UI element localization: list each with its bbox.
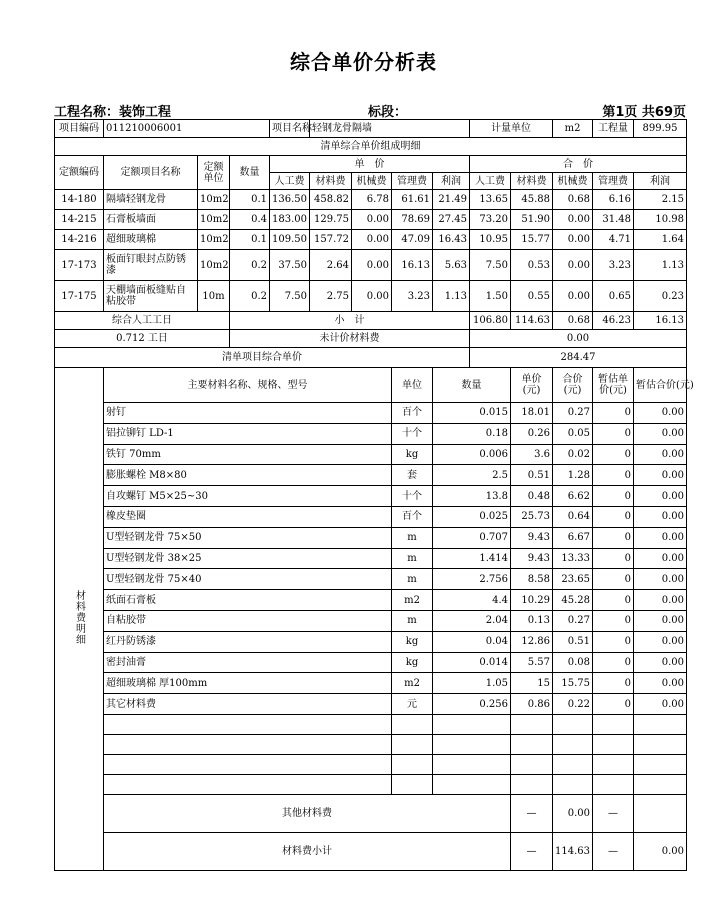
mat-col-price: 单价(元) — [511, 368, 553, 403]
total-price-value: 31.48 — [593, 210, 634, 230]
material-unit: m — [392, 548, 433, 569]
material-name: 铁钉 70mm — [104, 444, 392, 465]
other-materials-row — [55, 794, 687, 832]
materials-subtotal-total: 114.63 — [553, 832, 593, 870]
unit-price-value: 136.50 — [270, 190, 310, 210]
unit-price-value: 16.13 — [392, 250, 433, 281]
material-unit: 元 — [392, 694, 433, 715]
empty-cell — [593, 734, 634, 754]
material-est-total: 0.00 — [634, 423, 687, 444]
empty-cell — [593, 714, 634, 734]
material-price: 25.73 — [511, 506, 553, 527]
materials-header-row — [55, 368, 687, 403]
subtotal-row — [55, 312, 687, 330]
quota-unit: 10m — [198, 281, 230, 312]
material-row — [55, 652, 687, 673]
unit-label: 计量单位 — [470, 120, 553, 138]
material-est-total: 0.00 — [634, 486, 687, 507]
item-row — [55, 120, 687, 138]
material-price: 0.51 — [511, 465, 553, 486]
unit-price-value: 183.00 — [270, 210, 310, 230]
empty-cell — [392, 754, 433, 774]
empty-cell — [593, 754, 634, 774]
material-total: 0.27 — [553, 403, 593, 424]
material-row — [55, 673, 687, 694]
unit-price-value: 37.50 — [270, 250, 310, 281]
other-est-total — [634, 794, 687, 832]
material-est-total: 0.00 — [634, 548, 687, 569]
material-est-total: 0.00 — [634, 569, 687, 590]
material-unit: 百个 — [392, 403, 433, 424]
empty-cell — [553, 714, 593, 734]
total-price-value: 0.53 — [511, 250, 553, 281]
material-qty: 0.025 — [433, 506, 511, 527]
material-row — [55, 403, 687, 424]
material-est-total: 0.00 — [634, 673, 687, 694]
unit-price-value: 0.00 — [352, 210, 392, 230]
material-est-total: 0.00 — [634, 631, 687, 652]
quota-qty: 0.2 — [230, 281, 270, 312]
total-price-value: 15.77 — [511, 230, 553, 250]
material-unit: 套 — [392, 465, 433, 486]
unit-price-analysis-table — [54, 119, 694, 871]
material-total: 0.27 — [553, 610, 593, 631]
subtotal-value: 114.63 — [511, 312, 553, 330]
material-total: 23.65 — [553, 569, 593, 590]
material-price: 0.13 — [511, 610, 553, 631]
project-name: 工程名称：装饰工程 — [54, 105, 172, 120]
material-row — [55, 610, 687, 631]
material-est-total: 0.00 — [634, 403, 687, 424]
material-unit: m — [392, 527, 433, 548]
empty-cell — [553, 734, 593, 754]
material-qty: 1.414 — [433, 548, 511, 569]
total-price-value: 4.71 — [593, 230, 634, 250]
material-total: 45.28 — [553, 590, 593, 611]
material-qty: 1.05 — [433, 673, 511, 694]
material-est-price: 0 — [593, 423, 634, 444]
mat-col-name: 主要材料名称、规格、型号 — [104, 368, 392, 403]
material-est-total: 0.00 — [634, 465, 687, 486]
material-est-total: 0.00 — [634, 590, 687, 611]
material-total: 13.33 — [553, 548, 593, 569]
material-empty-row — [55, 734, 687, 754]
name-label: 项目名称 — [270, 120, 310, 138]
sub-col-header: 人工费 — [270, 173, 310, 190]
total-price-value: 0.00 — [553, 210, 593, 230]
quota-unit: 10m2 — [198, 210, 230, 230]
total-price-value: 6.16 — [593, 190, 634, 210]
empty-cell — [392, 774, 433, 794]
sub-col-header: 人工费 — [470, 173, 511, 190]
empty-cell — [104, 774, 392, 794]
material-price: 8.58 — [511, 569, 553, 590]
material-row — [55, 694, 687, 715]
quota-code: 14-180 — [55, 190, 104, 210]
quota-name: 隔墙轻钢龙骨 — [104, 190, 198, 210]
composition-title-row — [55, 138, 687, 156]
material-est-price: 0 — [593, 403, 634, 424]
unit-price-value: 284.47 — [470, 348, 687, 368]
unit-price-value: 61.61 — [392, 190, 433, 210]
composition-row — [55, 190, 687, 210]
empty-cell — [433, 774, 511, 794]
total-price-value: 10.95 — [470, 230, 511, 250]
total-price-value: 0.00 — [553, 230, 593, 250]
material-total: 1.28 — [553, 465, 593, 486]
material-name: 铝拉铆钉 LD-1 — [104, 423, 392, 444]
page-title: 综合单价分析表 — [290, 50, 437, 74]
mat-col-est-total: 暂估合价(元) — [634, 368, 687, 403]
materials-subtotal-row — [55, 832, 687, 870]
empty-cell — [392, 734, 433, 754]
subtotal-value: 0.68 — [553, 312, 593, 330]
material-name: 超细玻璃棉 厚100mm — [104, 673, 392, 694]
total-price-value: 0.68 — [553, 190, 593, 210]
quota-code: 14-215 — [55, 210, 104, 230]
empty-cell — [511, 734, 553, 754]
material-qty: 0.707 — [433, 527, 511, 548]
empty-cell — [433, 714, 511, 734]
material-est-total: 0.00 — [634, 652, 687, 673]
unit-price-value: 27.45 — [433, 210, 470, 230]
material-name: U型轻钢龙骨 75×50 — [104, 527, 392, 548]
empty-cell — [511, 714, 553, 734]
empty-cell — [634, 714, 687, 734]
col-qty: 数量 — [230, 156, 270, 190]
empty-cell — [392, 714, 433, 734]
material-name: 膨胀螺栓 M8×80 — [104, 465, 392, 486]
unit-price-label: 清单项目综合单价 — [55, 348, 470, 368]
composition-row — [55, 210, 687, 230]
material-est-total: 0.00 — [634, 527, 687, 548]
material-unit: m2 — [392, 673, 433, 694]
material-qty: 0.256 — [433, 694, 511, 715]
material-qty: 2.04 — [433, 610, 511, 631]
total-price-value: 0.23 — [634, 281, 687, 312]
material-row — [55, 486, 687, 507]
unit-price-value: 78.69 — [392, 210, 433, 230]
material-name: 射钉 — [104, 403, 392, 424]
unit-price-value: 3.23 — [392, 281, 433, 312]
sub-col-header: 材料费 — [310, 173, 352, 190]
empty-cell — [511, 774, 553, 794]
material-qty: 0.04 — [433, 631, 511, 652]
material-price: 5.57 — [511, 652, 553, 673]
total-price-value: 45.88 — [511, 190, 553, 210]
composition-row — [55, 250, 687, 281]
labor-day-label: 综合人工工日 — [55, 312, 230, 330]
unit-price-value: 157.72 — [310, 230, 352, 250]
unit-price-row — [55, 348, 687, 368]
material-name: 橡皮垫圈 — [104, 506, 392, 527]
material-est-price: 0 — [593, 506, 634, 527]
material-price: 9.43 — [511, 548, 553, 569]
other-price: — — [511, 794, 553, 832]
empty-cell — [433, 734, 511, 754]
material-est-total: 0.00 — [634, 506, 687, 527]
material-empty-row — [55, 714, 687, 734]
unit-price-value: 21.49 — [433, 190, 470, 210]
total-price-value: 1.64 — [634, 230, 687, 250]
quota-qty: 0.2 — [230, 250, 270, 281]
other-label: 其他材料费 — [104, 794, 511, 832]
material-est-price: 0 — [593, 465, 634, 486]
unit-price-value: 109.50 — [270, 230, 310, 250]
materials-subtotal-price: — — [511, 832, 553, 870]
material-row — [55, 569, 687, 590]
material-row — [55, 548, 687, 569]
material-empty-row — [55, 774, 687, 794]
material-est-price: 0 — [593, 631, 634, 652]
material-name: 自粘胶带 — [104, 610, 392, 631]
quota-qty: 0.4 — [230, 210, 270, 230]
total-price-group: 合 价 — [470, 156, 687, 173]
col-name: 定额项目名称 — [104, 156, 198, 190]
material-unit: 十个 — [392, 486, 433, 507]
col-unit: 定额单位 — [198, 156, 230, 190]
material-total: 0.08 — [553, 652, 593, 673]
material-qty: 0.006 — [433, 444, 511, 465]
material-unit: m — [392, 569, 433, 590]
quota-name: 石膏板墙面 — [104, 210, 198, 230]
mat-col-unit: 单位 — [392, 368, 433, 403]
item-qty: 899.95 — [634, 120, 687, 138]
qty-label: 工程量 — [593, 120, 634, 138]
mat-col-est-price: 暂估单价(元) — [593, 368, 634, 403]
material-row — [55, 631, 687, 652]
subtotal-value: 16.13 — [634, 312, 687, 330]
item-unit: m2 — [553, 120, 593, 138]
col-code: 定额编码 — [55, 156, 104, 190]
material-row — [55, 423, 687, 444]
material-total: 0.51 — [553, 631, 593, 652]
other-total: 0.00 — [553, 794, 593, 832]
sub-col-header: 管理费 — [593, 173, 634, 190]
composition-title: 清单综合单价组成明细 — [55, 138, 687, 156]
quota-code: 17-173 — [55, 250, 104, 281]
material-est-price: 0 — [593, 673, 634, 694]
material-est-price: 0 — [593, 590, 634, 611]
material-name: 纸面石膏板 — [104, 590, 392, 611]
material-est-price: 0 — [593, 610, 634, 631]
total-price-value: 73.20 — [470, 210, 511, 230]
material-qty: 2.5 — [433, 465, 511, 486]
material-unit: m2 — [392, 590, 433, 611]
material-price: 0.86 — [511, 694, 553, 715]
mat-col-total: 合价(元) — [553, 368, 593, 403]
material-est-price: 0 — [593, 569, 634, 590]
material-total: 0.64 — [553, 506, 593, 527]
empty-cell — [634, 774, 687, 794]
empty-cell — [511, 754, 553, 774]
unit-price-value: 0.00 — [352, 281, 392, 312]
material-price: 9.43 — [511, 527, 553, 548]
material-est-price: 0 — [593, 486, 634, 507]
code-label: 项目编码 — [55, 120, 104, 138]
unit-price-value: 6.78 — [352, 190, 392, 210]
section-label: 标段： — [368, 105, 408, 120]
material-row — [55, 527, 687, 548]
material-unit: 百个 — [392, 506, 433, 527]
material-price: 0.26 — [511, 423, 553, 444]
material-price: 0.48 — [511, 486, 553, 507]
empty-cell — [104, 714, 392, 734]
material-est-price: 0 — [593, 694, 634, 715]
material-total: 6.62 — [553, 486, 593, 507]
total-price-value: 51.90 — [511, 210, 553, 230]
composition-header-row — [55, 156, 687, 173]
empty-cell — [104, 754, 392, 774]
empty-cell — [553, 774, 593, 794]
total-price-value: 0.00 — [553, 281, 593, 312]
material-qty: 0.18 — [433, 423, 511, 444]
total-price-value: 3.23 — [593, 250, 634, 281]
materials-side-text: 材料费明细 — [73, 589, 85, 645]
material-name: 密封油膏 — [104, 652, 392, 673]
total-price-value: 0.55 — [511, 281, 553, 312]
item-name: 轻钢龙骨隔墙 — [310, 120, 470, 138]
material-name: 其它材料费 — [104, 694, 392, 715]
item-code: 011210006001 — [104, 120, 270, 138]
material-row — [55, 465, 687, 486]
material-unit: m — [392, 610, 433, 631]
unit-price-value: 16.43 — [433, 230, 470, 250]
material-row — [55, 444, 687, 465]
material-unit: kg — [392, 444, 433, 465]
material-est-price: 0 — [593, 652, 634, 673]
quota-name: 板面钉眼封点防锈漆 — [104, 250, 198, 281]
subtotal-value: 46.23 — [593, 312, 634, 330]
quota-name: 超细玻璃棉 — [104, 230, 198, 250]
unit-price-value: 2.64 — [310, 250, 352, 281]
sub-col-header: 利润 — [433, 173, 470, 190]
total-price-value: 1.50 — [470, 281, 511, 312]
unit-price-value: 2.75 — [310, 281, 352, 312]
sub-col-header: 管理费 — [392, 173, 433, 190]
total-price-value: 10.98 — [634, 210, 687, 230]
material-name: U型轻钢龙骨 38×25 — [104, 548, 392, 569]
material-total: 0.05 — [553, 423, 593, 444]
unit-price-value: 129.75 — [310, 210, 352, 230]
sub-col-header: 机械费 — [553, 173, 593, 190]
material-unit: kg — [392, 652, 433, 673]
unpriced-label: 未计价材料费 — [230, 330, 470, 348]
material-price: 10.29 — [511, 590, 553, 611]
material-unit: kg — [392, 631, 433, 652]
empty-cell — [433, 754, 511, 774]
total-price-value: 13.65 — [470, 190, 511, 210]
material-total: 0.22 — [553, 694, 593, 715]
subtotal-value: 106.80 — [470, 312, 511, 330]
materials-subtotal-label: 材料费小计 — [104, 832, 511, 870]
unit-price-value: 0.00 — [352, 250, 392, 281]
unit-price-value: 1.13 — [433, 281, 470, 312]
total-price-value: 0.00 — [553, 250, 593, 281]
material-qty: 2.756 — [433, 569, 511, 590]
quota-code: 17-175 — [55, 281, 104, 312]
unpriced-row — [55, 330, 687, 348]
material-price: 12.86 — [511, 631, 553, 652]
empty-cell — [104, 734, 392, 754]
total-price-value: 1.13 — [634, 250, 687, 281]
total-price-value: 2.15 — [634, 190, 687, 210]
material-est-total: 0.00 — [634, 444, 687, 465]
unpriced-value: 0.00 — [470, 330, 687, 348]
material-row — [55, 590, 687, 611]
composition-row — [55, 281, 687, 312]
materials-subtotal-est-price: — — [593, 832, 634, 870]
material-unit: 十个 — [392, 423, 433, 444]
empty-cell — [553, 754, 593, 774]
empty-cell — [634, 734, 687, 754]
material-price: 3.6 — [511, 444, 553, 465]
quota-unit: 10m2 — [198, 250, 230, 281]
materials-side-label — [55, 368, 104, 871]
material-est-price: 0 — [593, 548, 634, 569]
subtotal-label: 小 计 — [230, 312, 470, 330]
material-qty: 13.8 — [433, 486, 511, 507]
unit-price-value: 5.63 — [433, 250, 470, 281]
material-name: U型轻钢龙骨 75×40 — [104, 569, 392, 590]
material-empty-row — [55, 754, 687, 774]
material-total: 15.75 — [553, 673, 593, 694]
page-number: 第1页 共69页 — [602, 105, 686, 120]
sub-col-header: 机械费 — [352, 173, 392, 190]
material-total: 0.02 — [553, 444, 593, 465]
quota-unit: 10m2 — [198, 230, 230, 250]
quota-name: 天棚墙面板缝贴自粘胶带 — [104, 281, 198, 312]
total-price-value: 7.50 — [470, 250, 511, 281]
material-qty: 0.014 — [433, 652, 511, 673]
composition-row — [55, 230, 687, 250]
material-est-price: 0 — [593, 527, 634, 548]
material-total: 6.67 — [553, 527, 593, 548]
materials-subtotal-est-total: 0.00 — [634, 832, 687, 870]
material-name: 红丹防锈漆 — [104, 631, 392, 652]
unit-price-value: 0.00 — [352, 230, 392, 250]
mat-col-qty: 数量 — [433, 368, 511, 403]
total-price-value: 0.65 — [593, 281, 634, 312]
labor-day-value: 0.712 工日 — [55, 330, 230, 348]
material-row — [55, 506, 687, 527]
quota-qty: 0.1 — [230, 190, 270, 210]
material-est-total: 0.00 — [634, 610, 687, 631]
material-price: 18.01 — [511, 403, 553, 424]
other-est-price: — — [593, 794, 634, 832]
material-qty: 4.4 — [433, 590, 511, 611]
material-est-total: 0.00 — [634, 694, 687, 715]
material-est-price: 0 — [593, 444, 634, 465]
quota-unit: 10m2 — [198, 190, 230, 210]
unit-price-group: 单 价 — [270, 156, 470, 173]
unit-price-value: 47.09 — [392, 230, 433, 250]
unit-price-value: 458.82 — [310, 190, 352, 210]
material-qty: 0.015 — [433, 403, 511, 424]
quota-qty: 0.1 — [230, 230, 270, 250]
material-name: 自攻螺钉 M5×25~30 — [104, 486, 392, 507]
empty-cell — [634, 754, 687, 774]
sub-col-header: 材料费 — [511, 173, 553, 190]
empty-cell — [593, 774, 634, 794]
sub-col-header: 利润 — [634, 173, 687, 190]
unit-price-value: 7.50 — [270, 281, 310, 312]
quota-code: 14-216 — [55, 230, 104, 250]
material-price: 15 — [511, 673, 553, 694]
